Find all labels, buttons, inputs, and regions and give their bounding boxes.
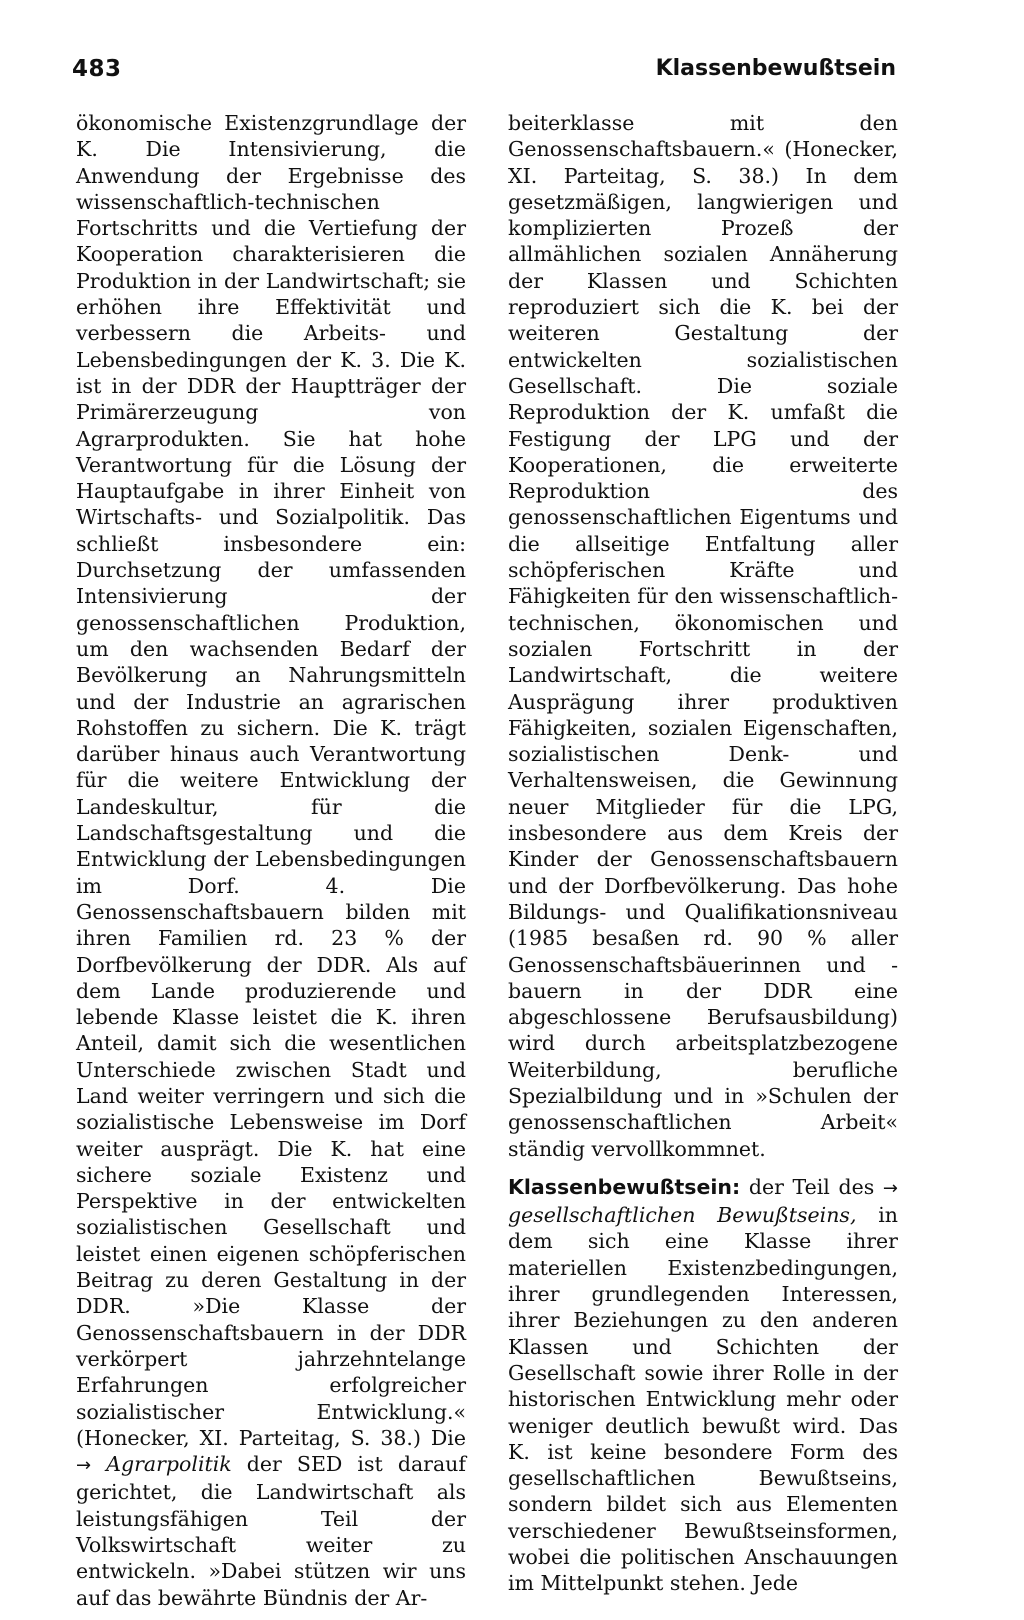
cross-reference-arrow: → xyxy=(882,1177,898,1199)
cross-reference-agrarpolitik: Agrarpolitik xyxy=(106,1452,232,1477)
cross-reference-arrow: → xyxy=(76,1455,92,1477)
dictionary-entry xyxy=(508,1174,898,1597)
left-column xyxy=(76,110,466,1611)
cross-reference-bewusstsein: gesellschaftlichen Bewußtseins, xyxy=(508,1203,857,1228)
page-header xyxy=(72,56,896,92)
left-column-text: ökonomische Existenzgrundlage der K. Die Intensivierung, die Anwendung der Ergebnisse des wissenschaftlich-technischen Fortschritts und die Vertiefung der Kooperation charakterisieren die Produktion in der Landwirtschaft; sie erhöhen ihre Effektivität und verbessern die Arbeits- und Lebensbedingungen der K. 3. Die K. ist in der DDR der Hauptträger der Primärerzeugung von Agrarprodukten. Sie hat hohe Verantwortung für die Lösung der Hauptaufgabe in ihrer Einheit von Wirtschafts- und Sozialpolitik. Das schließt insbesondere ein: Durchsetzung der umfassenden Intensivierung der genossenschaftlichen Produktion, um den wachsenden Bedarf der Bevölkerung an Nahrungsmitteln und der Industrie an agrarischen Rohstoffen zu sichern. Die K. trägt darüber hinaus auch Verantwortung für die weitere Entwicklung der Landeskultur, für die Landschaftsgestaltung und die Entwicklung der Lebensbedingungen im Dorf. 4. Die Genossenschaftsbauern bilden mit ihren Familien rd. 23 % der Dorfbevölkerung der DDR. Als auf dem Lande produzierende und lebende Klasse leistet die K. ihren Anteil, damit sich die wesentlichen Unterschiede zwischen Stadt und Land weiter verringern und sich die sozialistische Lebensweise im Dorf weiter ausprägt. Die K. hat eine sichere soziale Existenz und Perspektive in der entwickelten sozialistischen Gesellschaft und leistet einen eigenen schöpferischen Beitrag zu deren Gestaltung in der DDR. »Die Klasse der Genossenschaftsbauern in der DDR verkörpert jahrzehntelange Erfahrungen erfolgreicher sozialistischer Entwicklung.« (Honecker, XI. Parteitag, S. 38.) Die xyxy=(76,111,466,1450)
entry-lemma: Klassenbewußtsein: xyxy=(508,1174,741,1199)
entry-text-start: der Teil des xyxy=(748,1174,875,1199)
right-column xyxy=(508,110,898,1597)
running-head: Klassenbewußtsein xyxy=(655,56,896,81)
page-number: 483 xyxy=(72,56,122,82)
left-column-paragraph xyxy=(76,110,466,1611)
entry-text-continued: in dem sich eine Klasse ihrer materiellen Existenzbedingungen, ihrer grundlegenden Interessen, ihrer Beziehungen zu den anderen Klassen und Schichten der Gesellschaft sowie ihrer Rolle in der historischen Entwicklung mehr oder weniger deutlich bewußt wird. Das K. ist keine besondere Form des gesellschaftlichen Bewußtseins, sondern bildet sich aus Elementen verschiedener Bewußtseinsformen, wobei die politischen Anschauungen im Mittelpunkt stehen. Jede xyxy=(508,1203,898,1596)
left-column-text-continued: der SED ist darauf gerichtet, die Landwirtschaft als leistungsfähigen Teil der Volkswirtschaft weiter zu entwickeln. »Dabei stützen wir uns auf das bewährte Bündnis der Ar- xyxy=(76,1452,466,1610)
right-column-paragraph: beiterklasse mit den Genossenschaftsbauern.« (Honecker, XI. Parteitag, S. 38.) In dem gesetzmäßigen, langwierigen und komplizierten Prozeß der allmählichen sozialen Annäherung der Klassen und Schichten reproduziert sich die K. bei der weiteren Gestaltung der entwickelten sozialistischen Gesellschaft. Die soziale Reproduktion der K. umfaßt die Festigung der LPG und der Kooperationen, die erweiterte Reproduktion des genossenschaftlichen Eigentums und die allseitige Entfaltung aller schöpferischen Kräfte und Fähigkeiten für den wissenschaftlich-technischen, ökonomischen und sozialen Fortschritt in der Landwirtschaft, die weitere Ausprägung ihrer produktiven Fähigkeiten, sozialen Eigenschaften, sozialistischen Denk- und Verhaltensweisen, die Gewinnung neuer Mitglieder für die LPG, insbesondere aus dem Kreis der Kinder der Genossenschaftsbauern und der Dorfbevölkerung. Das hohe Bildungs- und Qualifikationsniveau (1985 besaßen rd. 90 % aller Genossenschaftsbäuerinnen und -bauern in der DDR eine abgeschlossene Berufsausbildung) wird durch arbeitsplatzbezogene Weiterbildung, berufliche Spezialbildung und in »Schulen der genossenschaftlichen Arbeit« ständig vervollkommnet. xyxy=(508,111,898,1161)
